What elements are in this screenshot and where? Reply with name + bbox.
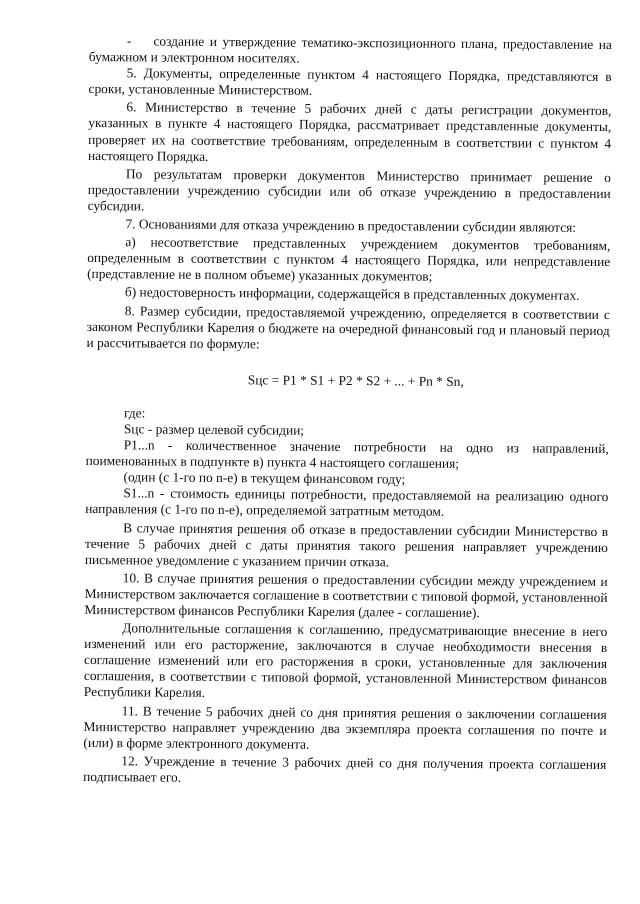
legend-where: где: xyxy=(123,405,146,421)
paragraph-12: 12. Учреждение в течение 3 рабочих дней со дня получения проекта соглашения подписывает его. xyxy=(83,753,607,785)
paragraph-6: 6. Министерство в течение 5 рабочих дней с даты регистрации документов, указанных в пункте 4 настоящего Порядка, рассматривает представленные документы, проверяет их на соответствие требованиям, определенным в соответствии с пунктом 4 настоящего Порядка. xyxy=(87,99,612,164)
paragraph-7a: а) несоответствие представленных учреждением документов требованиям, определенным в соответствии с пунктом 4 настоящего Порядка, или непредставление (представление не в полном объеме) указанных документов; xyxy=(87,234,611,285)
paragraph-check-results: По результатам проверки документов Министерство принимает решение о предоставлении учреждению субсидии или об отказе учреждению в предоставлении субсидии. xyxy=(87,166,611,214)
document-body xyxy=(83,33,612,789)
paragraph-creation: - создание и утверждение тематико-экспозиционного плана, предоставление на бумажном и электронном носителях. xyxy=(88,33,612,66)
paragraph-7b: б) недостоверность информации, содержащейся в представленных документах. xyxy=(124,284,580,304)
paragraph-7: 7. Основаниями для отказа учреждению в предоставлении субсидии являются: xyxy=(125,216,577,235)
paragraph-additional-agreements: Дополнительные соглашения к соглашению, предусматривающие внесение в него изменений или его расторжение, заключаются в случае необходимости внесения в соглашение изменений или его расторжения в сроки, установленные для заключения соглашения, в соответствии с типовой формой, установленной Министерством финансов Республики Карелия. xyxy=(83,620,608,701)
legend-p: P1...n - количественное значение потребности на одно из направлений, поименованных в подпункте в) пункта 4 настоящего соглашения; xyxy=(85,437,609,472)
legend-s: S1...n - стоимость единицы потребности, предоставляемой на реализацию одного направления (с 1-го по n-е), определяемой затратным методом. xyxy=(85,485,609,520)
subsidy-formula: Sцс = P1 * S1 + P2 * S2 + ... + Pn * Sn, xyxy=(247,372,464,389)
legend-scs: Sцс - размер целевой субсидии; xyxy=(123,421,305,438)
paragraph-5: 5. Документы, определенные пунктом 4 настоящего Порядка, представляются в сроки, установленные Министерством. xyxy=(88,65,612,99)
paragraph-8: 8. Размер субсидии, предоставляемой учреждению, определяется в соответствии с законом Республики Карелия о бюджете на очередной финансовый год и плановый период и рассчитывается по формуле: xyxy=(86,302,610,352)
paragraph-9: В случае принятия решения об отказе в предоставлении субсидии Министерство в течение 5 рабочих дней с даты принятия такого решения направляет учреждению письменное уведомление с указанием причин отказа. xyxy=(84,519,609,570)
paragraph-10: 10. В случае принятия решения о предоставлении субсидии между учреждением и Министерством заключается соглашение в соответствии с типовой формой, установленной Министерством финансов Республики Карелия (далее - соглашение). xyxy=(84,570,608,621)
legend-one: (один (с 1-го по n-е) в текущем финансовом году; xyxy=(123,469,406,487)
paragraph-11: 11. В течение 5 рабочих дней со дня принятия решения о заключении соглашения Министерство направляет учреждению два экземпляра проекта соглашения по почте и (или) в форме электронного документа. xyxy=(83,702,607,752)
